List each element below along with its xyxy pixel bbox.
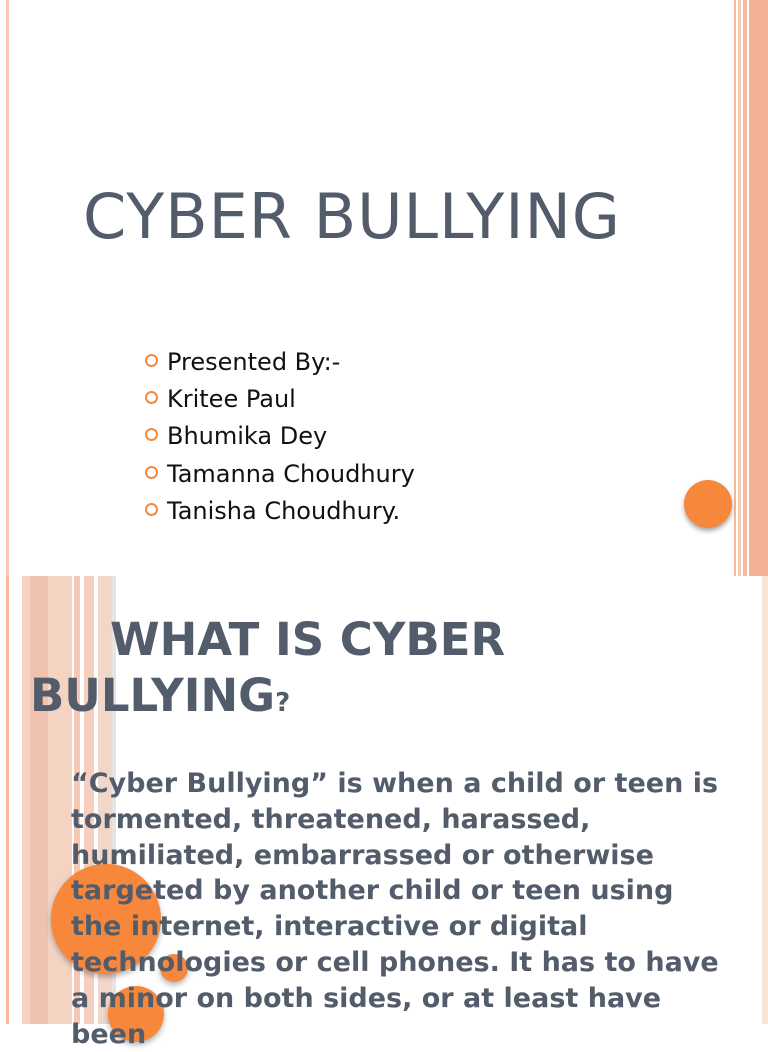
heading-line-1: WHAT IS CYBER xyxy=(110,613,506,666)
decorative-orange-circle xyxy=(684,480,732,528)
right-decorative-stripes xyxy=(734,0,768,576)
presenters-list xyxy=(145,344,415,530)
heading-line-2: BULLYING? xyxy=(30,669,291,722)
slide-title: CYBER BULLYING xyxy=(83,180,621,253)
definition-text: “Cyber Bullying” is when a child or teen is tormented, threatened, harassed, humiliated, embarrassed or otherwise targeted by another child or teen using the internet, interactive or digital technologies or cell phones. It has to have a minor on both sides, or at least have been xyxy=(71,768,719,1050)
right-edge-stripe xyxy=(762,576,768,1024)
slide-heading xyxy=(30,612,505,731)
list-item: Bhumika Dey xyxy=(145,418,415,455)
list-item: Tanisha Choudhury. xyxy=(145,493,415,530)
list-item: Kritee Paul xyxy=(145,381,415,418)
bullet-ring-icon xyxy=(145,466,158,479)
bullet-ring-icon xyxy=(145,391,158,404)
list-item: Presented By:- xyxy=(145,344,415,381)
left-accent-line xyxy=(6,0,9,576)
list-item: Tamanna Choudhury xyxy=(145,456,415,493)
bullet-ring-icon xyxy=(145,354,158,367)
definition-slide xyxy=(0,576,768,1050)
bullet-ring-icon xyxy=(145,503,158,516)
bullet-ring-icon xyxy=(145,428,158,441)
